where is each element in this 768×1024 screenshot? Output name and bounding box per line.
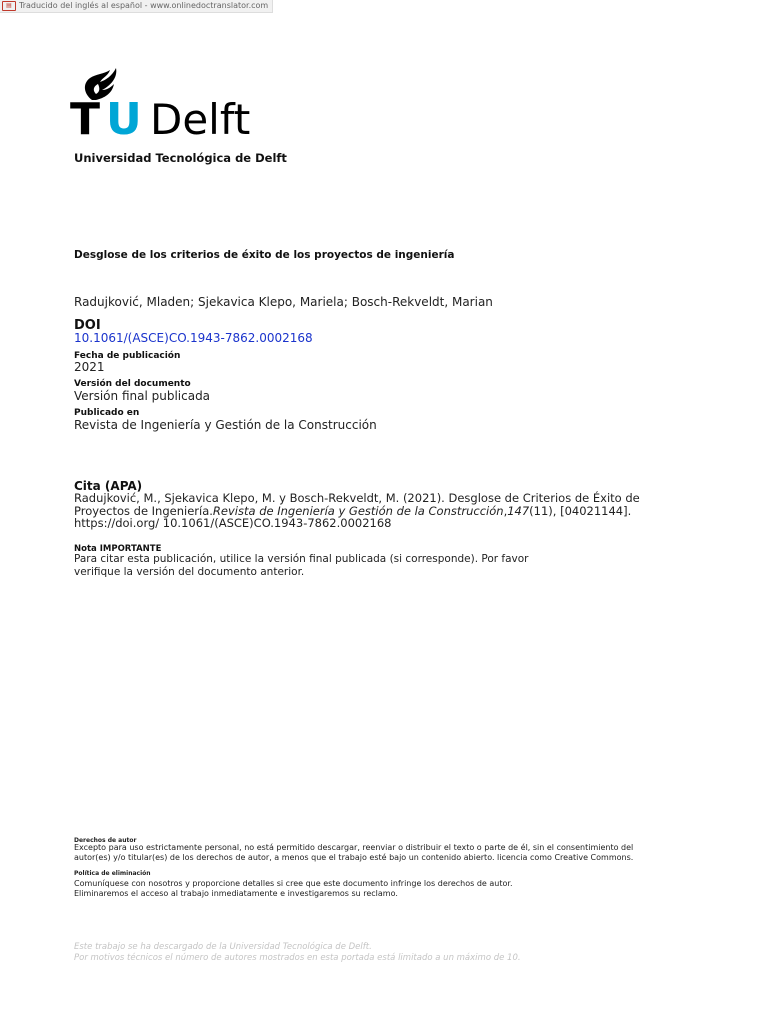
note-line-1: Para citar esta publicación, utilice la versión final publicada (si corresponde). Por favor <box>74 553 529 565</box>
note-label: Nota IMPORTANTE <box>74 544 162 554</box>
pub-date-value: 2021 <box>74 360 105 374</box>
footer-note <box>74 942 674 963</box>
note-text <box>74 553 534 578</box>
takedown-label: Política de eliminación <box>74 870 151 877</box>
citation-part2: (11), [04021144]. https://doi.org/ 10.1061/(ASCE)CO.1943-7862.0002168 <box>74 503 632 530</box>
takedown-text <box>74 879 674 899</box>
university-name: Universidad Tecnológica de Delft <box>74 151 287 165</box>
citation-label: Cita (APA) <box>74 479 143 493</box>
copyright-line-2: autor(es) y/o titular(es) de los derechos de autor, a menos que el trabajo esté bajo un contenido abierto. licencia como Creative Commons. <box>74 853 634 862</box>
citation-text <box>74 492 674 530</box>
tu-delft-logo <box>70 64 260 140</box>
citation-sep: , <box>503 503 508 518</box>
doi-link[interactable]: 10.1061/(ASCE)CO.1943-7862.0002168 <box>74 331 313 345</box>
note-line-2: verifique la versión del documento anterior. <box>74 565 305 578</box>
doi-label: DOI <box>74 318 101 333</box>
citation-volume: 147 <box>507 503 530 518</box>
citation-part1: Radujković, M., Sjekavica Klepo, M. y Bosch-Rekveldt, M. (2021). Desglose de Criterios de Éxito de Proyectos de Ingeniería. <box>74 491 640 518</box>
citation-journal: Revista de Ingeniería y Gestión de la Construcción <box>212 503 504 518</box>
pdf-icon: ▤ <box>2 1 16 11</box>
logo-letter-t: T <box>70 94 101 140</box>
doc-version-value: Versión final publicada <box>74 389 211 403</box>
authors: Radujković, Mladen; Sjekavica Klepo, Mariela; Bosch-Rekveldt, Marian <box>74 295 493 309</box>
published-in-value: Revista de Ingeniería y Gestión de la Construcción <box>74 418 377 432</box>
logo-letter-u: U <box>106 94 142 140</box>
published-in-label: Publicado en <box>74 408 140 418</box>
takedown-line-2: Eliminaremos el acceso al trabajo inmediatamente e investigaremos su reclamo. <box>74 889 398 898</box>
copyright-text <box>74 843 714 863</box>
translation-banner-text: Traducido del inglés al español - www.onlinedoctranslator.com <box>19 1 269 10</box>
footer-line-2: Por motivos técnicos el número de autores mostrados en esta portada está limitado a un máximo de 10. <box>74 952 521 963</box>
pub-date-label: Fecha de publicación <box>74 351 181 361</box>
takedown-line-1: Comuníquese con nosotros y proporcione detalles si cree que este documento infringe los derechos de autor. <box>74 879 513 888</box>
doc-version-label: Versión del documento <box>74 379 191 389</box>
logo-word-delft: Delft <box>150 95 251 140</box>
document-title: Desglose de los criterios de éxito de los proyectos de ingeniería <box>74 249 455 261</box>
copyright-label: Derechos de autor <box>74 837 137 844</box>
footer-line-1: Este trabajo se ha descargado de la Universidad Tecnológica de Delft. <box>74 942 372 952</box>
copyright-line-1: Excepto para uso estrictamente personal, no está permitido descargar, reenviar o distribuir el texto o parte de él, sin el consentimiento del <box>74 843 634 852</box>
translation-banner[interactable] <box>0 0 273 13</box>
